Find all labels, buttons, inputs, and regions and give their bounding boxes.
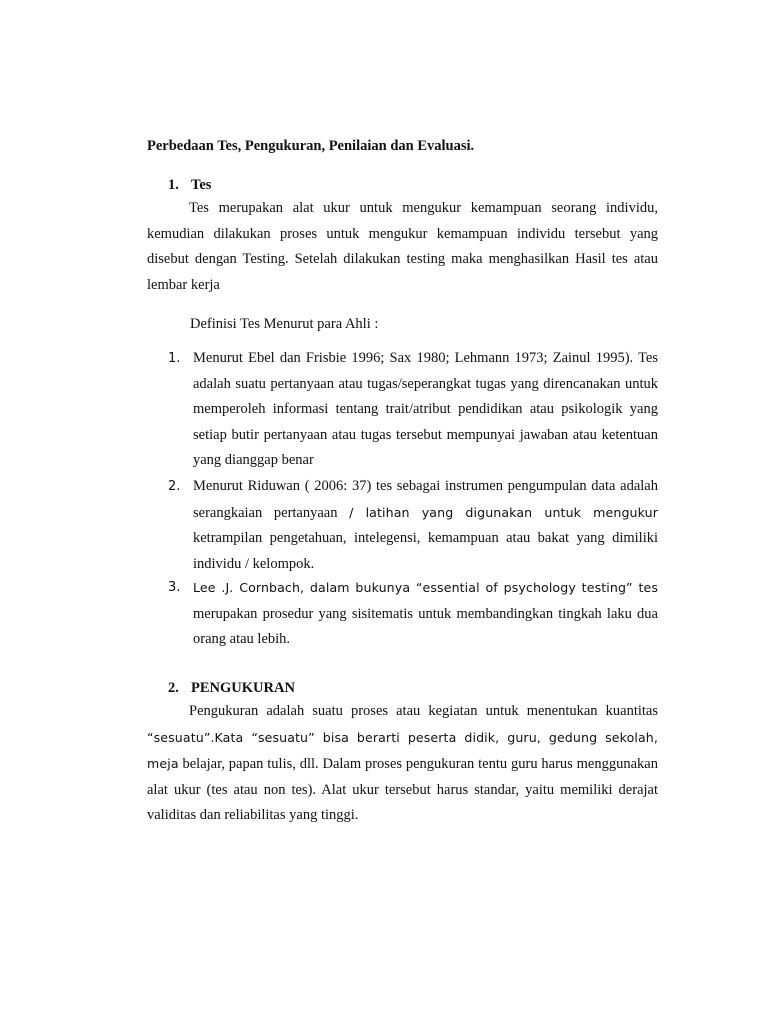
section-number: 1.	[168, 177, 179, 193]
section-title: Tes	[191, 177, 212, 193]
section-number: 2.	[168, 680, 179, 696]
section-title: PENGUKURAN	[191, 680, 295, 696]
definition-text: Menurut Ebel dan Frisbie 1996; Sax 1980; Lehmann 1973; Zainul 1995). Tes adalah suatu pertanyaan atau tugas/seperangkat tugas yang direncanakan untuk memperoleh informasi tentang trait/atribut pendidikan atau psikologik yang setiap butir pertanyaan atau tugas tersebut mempunyai jawaban atau ketentuan yang dianggap benar	[193, 350, 658, 468]
definition-number: 1.	[168, 351, 181, 366]
pengukuran-paragraph: Pengukuran adalah suatu proses atau kegiatan untuk menentukan kuantitas “sesuatu”.Kata “sesuatu” bisa berarti peserta didik, guru, gedung sekolah, meja belajar, papan tulis, dll. Dalam proses pengukuran tentu guru harus menggunakan alat ukur (tes atau non tes). Alat ukur tersebut harus standar, yaitu memiliki derajat validitas dan reliabilitas yang tinggi.	[147, 703, 658, 823]
tes-paragraph: Tes merupakan alat ukur untuk mengukur kemampuan seorang individu, kemudian dilakukan proses untuk mengukur kemampuan individu tersebut yang disebut dengan Testing. Setelah dilakukan testing maka menghasilkan Hasil tes atau lembar kerja	[147, 200, 658, 293]
definition-text: Lee .J. Cornbach, dalam bukunya “essential of psychology testing” tes merupakan prosedur yang sisitematis untuk membandingkan tingkah laku dua orang atau lebih.	[193, 580, 658, 647]
document-title: Perbedaan Tes, Pengukuran, Penilaian dan Evaluasi.	[147, 138, 475, 154]
definitions-intro: Definisi Tes Menurut para Ahli :	[190, 316, 379, 332]
definition-text: Menurut Riduwan ( 2006: 37) tes sebagai instrumen pengumpulan data adalah serangkaian pertanyaan / latihan yang digunakan untuk mengukur ketrampilan pengetahuan, intelegensi, kemampuan atau bakat yang dimiliki individu / kelompok.	[193, 478, 658, 572]
definition-number: 2.	[168, 479, 181, 494]
definition-number: 3.	[168, 580, 181, 595]
